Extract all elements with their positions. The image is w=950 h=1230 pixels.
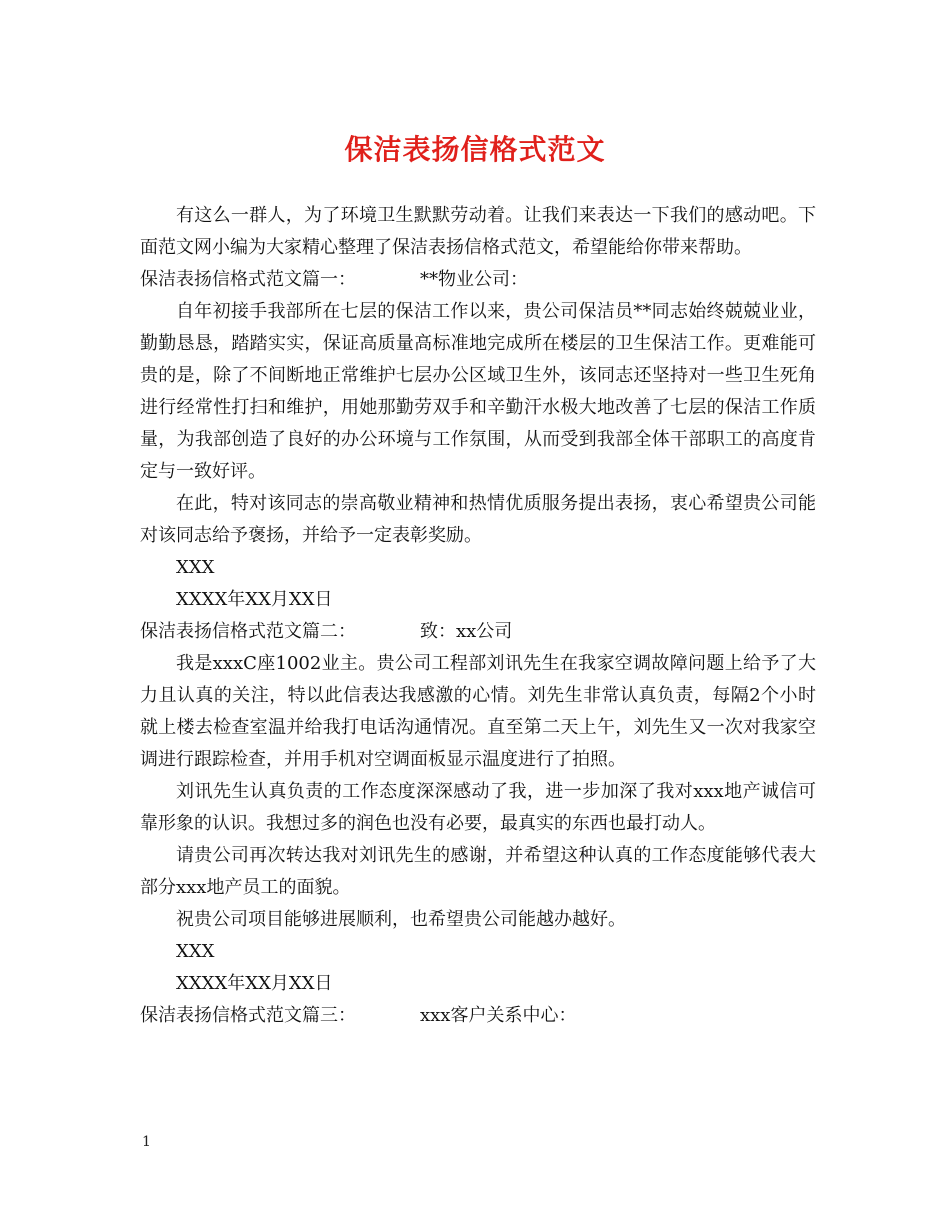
- section2-paragraph: 刘讯先生认真负责的工作态度深深感动了我，进一步加深了我对xxx地产诚信可靠形象的认识。我想过多的润色也没有必要，最真实的东西也最打动人。: [140, 781, 816, 834]
- document-body: [140, 200, 816, 1032]
- section2-addressee: 致：xx公司: [420, 621, 513, 642]
- section1-paragraph: 在此，特对该同志的崇高敬业精神和热情优质服务提出表扬，衷心希望贵公司能对该同志给予褒扬，并给予一定表彰奖励。: [140, 493, 816, 546]
- section3-heading: 保洁表扬信格式范文篇三：: [140, 1005, 356, 1026]
- page-title: 保洁表扬信格式范文: [344, 133, 606, 166]
- section1-signature: XXX: [176, 557, 215, 578]
- section3-heading-line: [140, 1000, 816, 1032]
- section1-heading-line: [140, 264, 816, 296]
- section2-signature: XXX: [176, 941, 215, 962]
- section2-date: XXXX年XX月XX日: [176, 973, 333, 994]
- section2-heading: 保洁表扬信格式范文篇二：: [140, 621, 356, 642]
- section3-addressee: xxx客户关系中心：: [420, 1005, 577, 1026]
- intro-paragraph: 有这么一群人，为了环境卫生默默劳动着。让我们来表达一下我们的感动吧。下面范文网小编为大家精心整理了保洁表扬信格式范文，希望能给你带来帮助。: [140, 205, 816, 258]
- section1-paragraph: 自年初接手我部所在七层的保洁工作以来，贵公司保洁员**同志始终兢兢业业，勤勤恳恳，踏踏实实，保证高质量高标准地完成所在楼层的卫生保洁工作。更难能可贵的是，除了不间断地正常维护七层办公区域卫生外，该同志还坚持对一些卫生死角进行经常性打扫和维护，用她那勤劳双手和辛勤汗水极大地改善了七层的保洁工作质量，为我部创造了良好的办公环境与工作氛围，从而受到我部全体干部职工的高度肯定与一致好评。: [140, 301, 816, 482]
- section1-heading: 保洁表扬信格式范文篇一：: [140, 269, 356, 290]
- section2-paragraph: 我是xxxC座1002业主。贵公司工程部刘讯先生在我家空调故障问题上给予了大力且认真的关注，特以此信表达我感激的心情。刘先生非常认真负责，每隔2个小时就上楼去检查室温并给我打电话沟通情况。直至第二天上午，刘先生又一次对我家空调进行跟踪检查，并用手机对空调面板显示温度进行了拍照。: [140, 653, 816, 770]
- section2-paragraph: 祝贵公司项目能够进展顺利，也希望贵公司能越办越好。: [176, 909, 626, 930]
- section1-date: XXXX年XX月XX日: [176, 589, 333, 610]
- section2-paragraph: 请贵公司再次转达我对刘讯先生的感谢，并希望这种认真的工作态度能够代表大部分xxx地产员工的面貌。: [140, 845, 816, 898]
- section2-heading-line: [140, 616, 816, 648]
- section1-addressee: **物业公司：: [420, 269, 528, 290]
- page-number: 1: [142, 1134, 151, 1150]
